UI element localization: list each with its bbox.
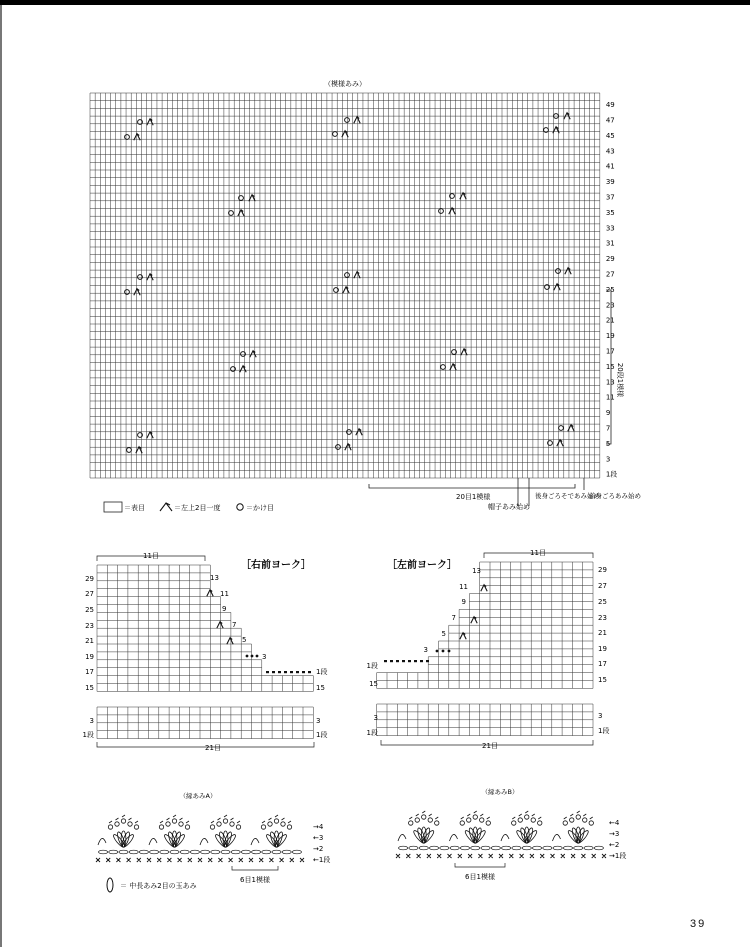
knit-symbol [104,502,122,512]
row-label: 41 [605,162,615,171]
right-yoke-side-label: 13 [210,574,219,582]
right-yoke-row-label: 21 [85,637,94,645]
left-yoke-labels [367,566,610,737]
yarn-over-symbol [559,426,564,431]
yarn-over-symbol [125,135,130,140]
decrease-symbol [217,622,223,628]
edging-b-repeat: 6目1模様 [465,873,495,881]
edging-a-row-label: →4 [313,823,324,831]
decrease-symbol [147,432,153,438]
right-yoke-row-label: 3 [89,717,94,725]
main-chart [90,79,641,511]
left-yoke-row-label: 21 [598,629,607,637]
left-yoke [367,549,610,750]
decrease-symbol [240,366,246,372]
right-yoke-row-label: 15 [85,684,94,692]
decrease-symbol [147,274,153,280]
row-label: 47 [605,116,615,125]
left-yoke-grid [377,562,593,736]
edging-a-title: （縁あみA） [179,792,217,800]
yarn-over-symbol [556,269,561,274]
row-label: 27 [605,270,615,279]
row-label: 39 [605,178,615,187]
yarn-over-symbol [127,448,132,453]
right-yoke-side-label: 15 [316,684,325,692]
main-chart-grid [90,93,600,478]
right-yoke-top-count: 11目 [143,552,159,560]
right-yoke-side-label: 3 [262,653,267,661]
left-yoke-row-label: 17 [598,660,607,668]
right-yoke-row-label: 17 [85,668,94,676]
decrease-symbol [554,284,560,290]
decrease-symbol [147,119,153,125]
row-label: 5 [605,439,611,448]
right-yoke-row-label: 27 [85,590,94,598]
row-label: 7 [605,424,611,433]
row-label: 21 [605,316,615,325]
row-label: 23 [605,301,615,310]
right-yoke-row-label: 19 [85,653,94,661]
row-label: 15 [605,362,615,371]
right-yoke-labels [83,574,328,739]
row-label: 37 [605,193,615,202]
edging-a-row-labels [313,823,330,864]
decrease-symbol [557,440,563,446]
front-start-label: 前身ごろあみ始め [589,492,641,500]
right-yoke-side-label: 7 [232,621,237,629]
row-label: 1段 [605,470,618,479]
row-label: 17 [605,347,615,356]
edging-b-row-label: ←2 [609,841,620,849]
right-yoke-row-label: 23 [85,622,94,630]
dec-symbol [160,503,172,511]
left-yoke-row-label: 23 [598,614,607,622]
right-yoke-bottom-count: 21目 [205,744,221,752]
left-yoke-row-label: 19 [598,645,607,653]
right-yoke-side-label: 3 [316,717,321,725]
hood-start-label: 帽子あみ始め [488,503,530,511]
row-label: 11 [605,393,615,402]
row-label: 31 [605,239,615,248]
row-label: 33 [605,224,615,233]
right-yoke-side-label: 11 [220,590,229,598]
legend-dec: ＝左上2目一度 [174,504,221,512]
edging-b-row-label: ←4 [609,819,620,827]
decrease-symbol [238,210,244,216]
left-yoke-row-label: 3 [598,712,603,720]
legend [104,502,274,512]
page-number: 39 [690,918,707,930]
decrease-symbol [553,127,559,133]
edging-b-title: （縁あみB） [481,788,519,796]
yarn-over-symbol [333,132,338,137]
decrease-symbol [460,633,466,639]
row-label: 13 [605,378,615,387]
edging-b [396,787,626,881]
right-yoke-side-label: 9 [222,605,227,613]
decrease-symbol [449,208,455,214]
yarn-over-symbol [345,118,350,123]
decrease-symbol [134,289,140,295]
left-yoke-side-label: 11 [459,583,468,591]
edging-a [96,791,330,884]
left-yoke-row-label: 1段 [598,727,610,735]
decrease-symbol [461,349,467,355]
right-yoke-row-label: 25 [85,606,94,614]
right-yoke [83,552,328,752]
bobble-legend [107,878,197,892]
decrease-symbol [136,447,142,453]
legend-yo: ＝かけ目 [246,504,274,512]
left-yoke-row-label: 15 [598,676,607,684]
sc-row [396,854,606,858]
decrease-symbol [354,272,360,278]
decrease-symbol [343,287,349,293]
right-yoke-side-label: 1段 [316,668,328,676]
edging-b-row-label: →1段 [609,852,627,860]
left-yoke-side-label: 15 [369,680,378,688]
back-start-label: 後身ごろそであみ始め [535,492,600,500]
decrease-symbol [250,351,256,357]
decrease-symbol [207,590,213,596]
edging-a-row-label: ←1段 [313,856,331,864]
row-label: 29 [605,255,615,264]
row-label: 45 [605,131,615,140]
main-chart-symbols [125,113,575,453]
left-yoke-side-label: 13 [472,567,481,575]
yarn-over-symbol [231,367,236,372]
right-yoke-side-label: 5 [242,636,247,644]
edging-b-row-label: →3 [609,830,620,838]
right-yoke-side-label: 1段 [316,731,328,739]
yarn-over-symbol [334,288,339,293]
right-yoke-row-label: 29 [85,575,94,583]
row-label: 3 [605,455,611,464]
bobble-legend-text: ＝ 中長あみ2目の玉あみ [120,882,197,890]
right-yoke-row-label: 1段 [82,731,94,739]
yarn-over-symbol [229,211,234,216]
left-yoke-side-label: 7 [451,614,456,622]
edging-a-repeat: 6目1模様 [240,876,270,884]
edging-a-row-label: ←3 [313,834,324,842]
left-yoke-side-label: 1段 [366,729,378,737]
left-yoke-side-label: 9 [461,598,466,606]
left-yoke-side-label: 3 [423,646,428,654]
side-label: 20段1模様 [616,362,624,398]
row-label: 43 [605,147,615,156]
sc-row [96,858,304,862]
left-yoke-bottom-count: 21目 [482,742,498,750]
left-yoke-side-label: 1段 [366,662,378,670]
right-yoke-grid [97,565,313,739]
left-yoke-side-label: 3 [373,714,378,722]
left-yoke-row-label: 29 [598,566,607,574]
legend-knit: ＝表目 [124,504,145,512]
right-yoke-title: ［右前ヨーク］ [241,560,311,571]
row-label: 49 [605,101,615,110]
yarn-over-symbol [345,273,350,278]
bobble-icon [107,878,113,892]
left-yoke-row-label: 25 [598,598,607,606]
edging-a-chart [96,815,304,862]
decrease-symbol [471,617,477,623]
yarn-over-symbol [441,365,446,370]
row-label: 25 [605,285,615,294]
edging-b-chart [396,811,606,858]
yarn-over-symbol [439,209,444,214]
left-yoke-row-label: 27 [598,582,607,590]
decrease-symbol [450,364,456,370]
row-label: 19 [605,332,615,341]
row-label: 35 [605,208,615,217]
yo-symbol [237,504,243,510]
repeat-label: 20目1模様 [456,493,491,501]
decrease-symbol [227,638,233,644]
left-yoke-top-count: 11目 [530,549,546,557]
decrease-symbol [354,117,360,123]
yarn-over-symbol [125,290,130,295]
row-label: 9 [605,409,611,418]
decrease-symbol [565,268,571,274]
decrease-symbol [342,131,348,137]
left-yoke-title: ［左前ヨーク］ [387,560,457,571]
left-yoke-side-label: 5 [441,630,446,638]
edging-b-row-labels [609,819,626,860]
main-chart-title: （模様あみ） [324,80,366,88]
edging-a-row-label: →2 [313,845,324,853]
